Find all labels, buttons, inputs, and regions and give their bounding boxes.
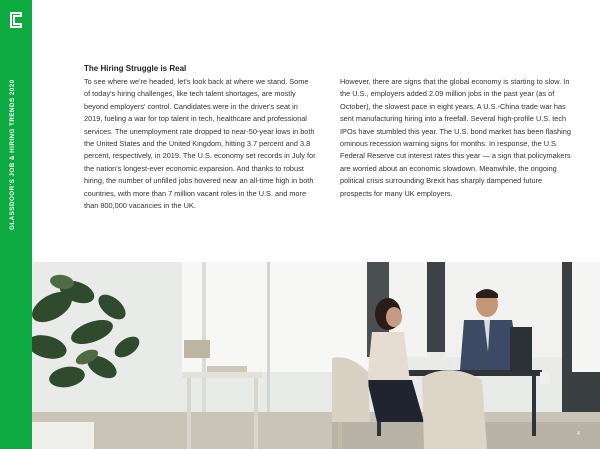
page-number: 4 bbox=[577, 431, 580, 437]
body-column-left: To see where we're headed, let's look back at where we stand. Some of today's hiring challenges, like tech talent shortages, are mostly beyond employers' control. Candidates were in the driver's seat in 2019, fueling a war for top talent in tech, healthcare and professional services. The unemployment rate dropped to near-50-year lows in both the United States and the United Kingdom, hitting 3.7 percent and 3.8 percent, respectively, in 2019. The U.S. economy set records in July for the nation's longest-ever economic expansion. And thanks to robust hiring, the number of unfilled jobs hovered near an all-time high in both countries, with more than 7 million vacant roles in the U.S. and more than 800,000 vacancies in the UK. bbox=[84, 77, 316, 211]
body-column-right: However, there are signs that the global economy is starting to slow. In the U.S., employers added 2.09 million jobs in the past year (as of October), the slowest pace in eight years. A U.S.-China trade war has sent manufacturing hiring into a freefall. Several high-profile U.S. tech IPOs have stumbled this year. The U.S. bond market has been flashing ominous recession warning signs for months. In response, the U.S. Federal Reserve cut interest rates this year — a sign that policymakers are worried about an economic slowdown. Meanwhile, the ongoing political crisis surrounding Brexit has sharply dampened future prospects for many UK employers. bbox=[340, 77, 571, 198]
sidebar-title: GLASSDOOR'S JOB & HIRING TRENDS 2020 bbox=[9, 79, 16, 230]
section-heading: The Hiring Struggle is Real bbox=[84, 64, 187, 73]
sidebar bbox=[0, 0, 32, 449]
glassdoor-logo-icon bbox=[9, 12, 23, 28]
office-meeting-photo bbox=[32, 262, 600, 449]
